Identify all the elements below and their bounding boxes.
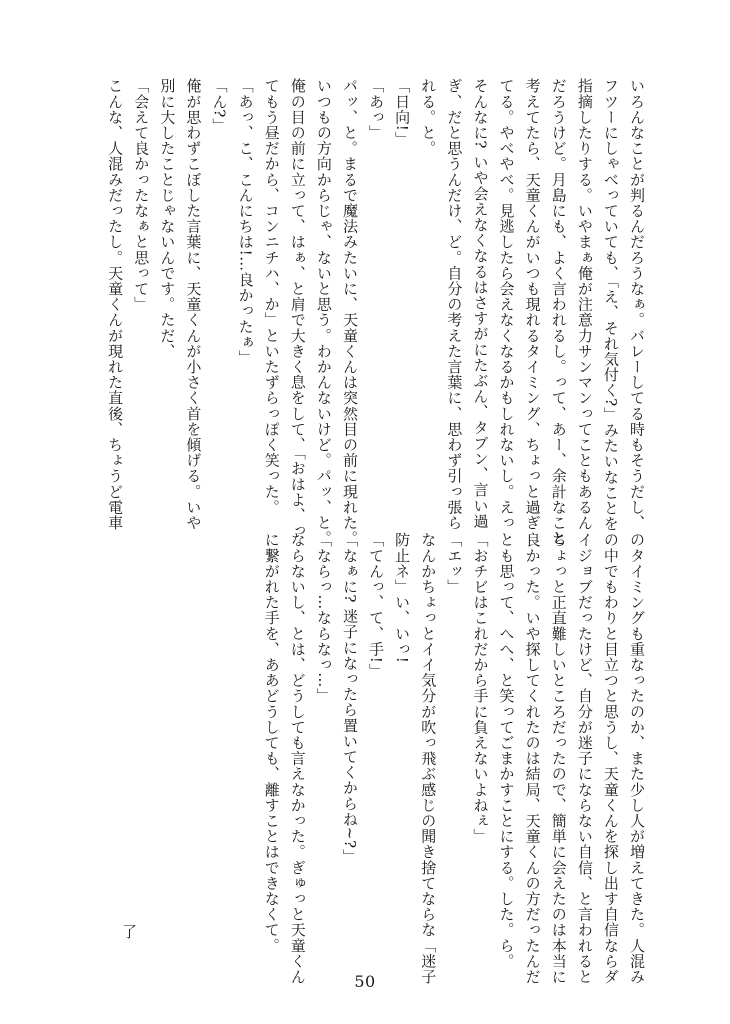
text-line: 別に大したことじゃないんです。ただ、 [158, 78, 177, 359]
text-line: フツーにしゃべっていても、「え、それ気付く?」みたいなことを [601, 78, 620, 532]
end-mark: 了 [122, 923, 138, 941]
text-line: の中でもわりと目立つと思うし、天童くんを探し出す自信ならダ [601, 532, 620, 985]
text-line: のタイミングも重なったのか、また少し人が増えてきた。人混み [628, 532, 646, 985]
text-line: こんな、人混みだったし。天童くんが現れた直後、ちょうど電車 [106, 78, 125, 531]
text-line: だろうけど。月島にも、よく言われるし。って、あー、余計なこと [549, 78, 568, 546]
text-line: 「なぁに? 迷子になったら置いてくからね~?」 [340, 532, 359, 865]
text-line: 「あっ、こ、こんにちは!…良かったぁ」 [236, 78, 255, 366]
text-line: ちょっと正直難しいところだったので、簡単に会えたのは本当に [549, 532, 568, 985]
text-line: 俺の目の前に立って、はぁ、と肩で大きく息をして、「おはよ、っ [288, 78, 307, 539]
text-line: れる。と。 [419, 78, 438, 156]
text-line: 指摘したりする。いやまぁ俺が注意力サンマンってこともあるん [575, 78, 594, 531]
text-line: 「ならっ…ならなっ…」 [314, 532, 333, 704]
text-line: 「エッ」 [445, 532, 464, 595]
text-line: とも思って、へへ、と笑ってごまかすことにする。した。ら。 [497, 532, 516, 969]
upper-text-block [106, 78, 650, 546]
text-line: なんかちょっとイイ気分が吹っ飛ぶ感じの聞き捨てならな「迷子 [419, 532, 438, 985]
text-line: 防止ネ」い、いっ! [393, 532, 412, 664]
page-number: 50 [354, 972, 376, 991]
text-line: 「あっ」 [367, 78, 386, 141]
text-line: ならないし、とは、どうしても言えなかった。ぎゅっと天童くん [288, 532, 307, 985]
text-line: てもう昼だから、コンニチハ、か」といたずらっぽく笑った。 [262, 78, 281, 515]
text-line: 良かった。いや探してくれたのは結局、天童くんの方だったんだ [523, 532, 542, 985]
text-line: 俺が思わずこぼした言葉に、天童くんが小さく首を傾げる。いや [184, 78, 203, 531]
text-line: ぎ、だと思うんだけ、ど。自分の考えた言葉に、思わず引っ張ら [445, 78, 464, 531]
text-line: 考えてたら、天童くんがいつも現れるタイミング、ちょっと過ぎ [523, 78, 542, 531]
text-line: いつもの方向からじゃ、ないと思う。わかんないけど。パッ、と。 [314, 78, 333, 546]
text-line: に繋がれた手を、ああどうしても、離すことはできなくて。 [262, 532, 281, 954]
text-line: 「おチビはこれだから手に負えないよねぇ」 [471, 532, 490, 844]
text-line: 「日向!」 [393, 78, 412, 148]
text-line: イジョブだったけど、自分が迷子にならない自信、と言われると [575, 532, 594, 985]
text-line: 「てんっ、て、手!」 [367, 532, 386, 680]
text-line: いろんなことが判るんだろうなぁ。バレーしてる時もそうだし、 [628, 78, 646, 531]
text-line: そんなに? いや会えなくなるはさすがにたぶん、タブン、言い過 [471, 78, 490, 529]
text-line: 「ん?」 [210, 78, 229, 134]
text-line: てる。やべやべ。見逃したら会えなくなるかもしれないし。えっ [497, 78, 516, 531]
text-line: パッ、と。まるで魔法みたいに、天童くんは突然目の前に現れた。 [340, 78, 359, 546]
text-line: 「会えて良かったなぁと思って」 [132, 78, 151, 312]
